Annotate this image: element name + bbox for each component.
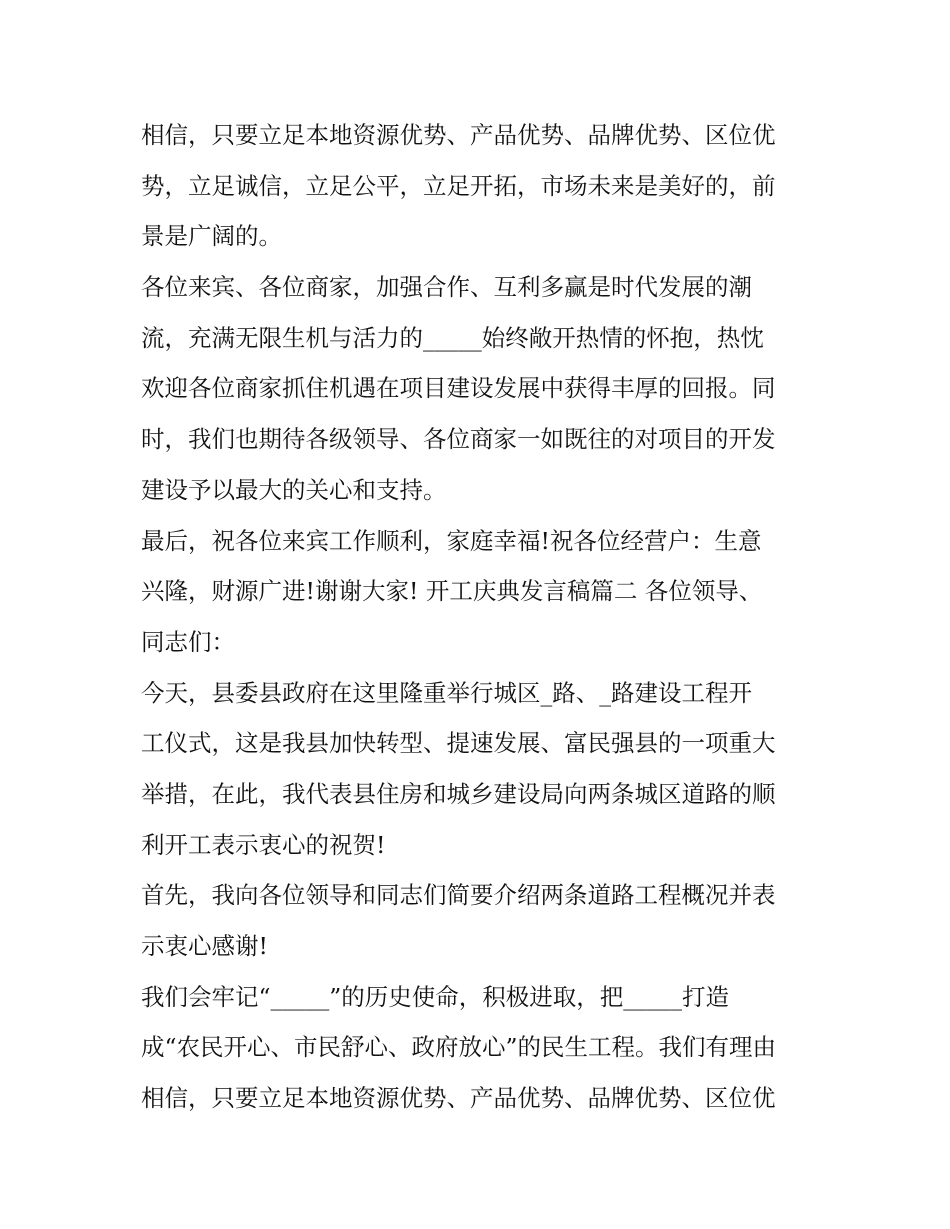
text-line: 欢迎各位商家抓住机遇在项目建设发展中获得丰厚的回报。同: [141, 374, 776, 403]
text-line: 成“农民开心、市民舒心、政府放心”的民生工程。我们有理由: [141, 1033, 777, 1062]
text-line: 建设予以最大的关心和支持。: [141, 475, 447, 504]
text-line: 工仪式，这是我县加快转型、提速发展、富民强县的一项重大: [141, 729, 776, 758]
text-line: 示衷心感谢!: [141, 932, 268, 960]
text-line: 同志们：: [141, 627, 235, 656]
text-line: 最后，祝各位来宾工作顺利，家庭幸福!祝各位经营户：生意: [141, 526, 762, 555]
text-line: 利开工表示衷心的祝贺!: [141, 830, 386, 859]
text-line: 首先，我向各位领导和同志们简要介绍两条道路工程概况并表: [141, 881, 776, 910]
document-body: [141, 110, 821, 1124]
text-line: 各位来宾、各位商家，加强合作、互利多赢是时代发展的潮: [141, 273, 752, 302]
text-line: 流，充满无限生机与活力的_____始终敞开热情的怀抱，热忱: [141, 323, 764, 352]
text-line: 景是广阔的。: [141, 222, 282, 251]
text-line: 势，立足诚信，立足公平，立足开拓，市场未来是美好的，前: [141, 171, 776, 200]
text-line: 举措，在此，我代表县住房和城乡建设局向两条城区道路的顺: [141, 779, 776, 808]
text-line: 时，我们也期待各级领导、各位商家一如既往的对项目的开发: [141, 425, 776, 454]
text-line: 相信，只要立足本地资源优势、产品优势、品牌优势、区位优: [141, 121, 776, 149]
text-line: 我们会牢记“_____”的历史使命，积极进取，把_____打造: [141, 982, 730, 1011]
text-line: 相信，只要立足本地资源优势、产品优势、品牌优势、区位优: [141, 1084, 776, 1113]
text-line: 今天，县委县政府在这里隆重举行城区_路、_路建设工程开: [141, 678, 752, 707]
text-line: 兴隆，财源广进!谢谢大家! 开工庆典发言稿篇二 各位领导、: [141, 577, 763, 606]
